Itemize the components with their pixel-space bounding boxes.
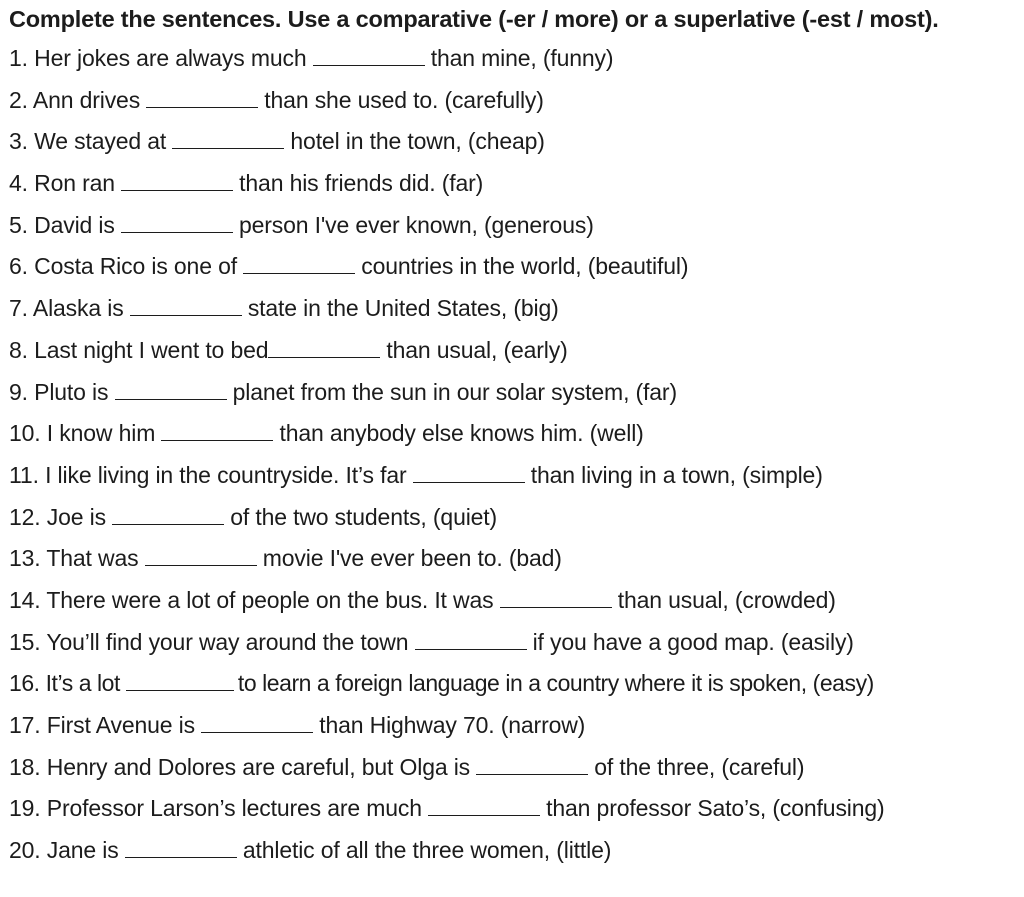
item-text-after: person I've ever known, (generous) [239, 211, 594, 238]
answer-blank[interactable] [126, 671, 234, 691]
exercise-item [9, 788, 1024, 830]
exercise-item [9, 330, 1024, 372]
item-text-before: Joe is [46, 503, 106, 530]
item-number: 18. [9, 753, 41, 780]
item-text-after: than his friends did. (far) [239, 170, 484, 197]
exercise-item [9, 246, 1024, 288]
instructions-title: Complete the sentences. Use a comparative (-er / more) or a superlative (-est / most). [9, 6, 939, 32]
exercise-item [9, 288, 1024, 330]
item-text-after: of the two students, (quiet) [230, 503, 498, 530]
item-text-before: We stayed at [34, 128, 167, 155]
answer-blank[interactable] [121, 171, 233, 191]
item-text-after: of the three, (careful) [594, 753, 805, 780]
exercise-item [9, 38, 1024, 80]
item-text-before: Ron ran [34, 170, 115, 197]
item-text-before: You’ll find your way around the town [46, 628, 409, 655]
exercise-item [9, 163, 1024, 205]
item-number: 14. [9, 586, 41, 613]
answer-blank[interactable] [201, 713, 313, 733]
item-number: 10. [9, 420, 41, 447]
answer-blank[interactable] [172, 129, 284, 149]
exercise-item [9, 705, 1024, 747]
item-text-before: Pluto is [34, 378, 109, 405]
item-text-before: Jane is [46, 837, 119, 864]
answer-blank[interactable] [112, 505, 224, 525]
item-text-after: than professor Sato’s, (confusing) [546, 795, 885, 822]
answer-blank[interactable] [476, 755, 588, 775]
exercise-item [9, 830, 1024, 872]
item-number: 6. [9, 253, 28, 280]
item-number: 13. [9, 545, 41, 572]
exercise-item [9, 538, 1024, 580]
item-text-before: I like living in the countryside. It’s far [45, 461, 407, 488]
item-text-after: if you have a good map. (easily) [532, 628, 854, 655]
item-text-before: Last night I went to bed [34, 336, 269, 363]
item-number: 4. [9, 170, 28, 197]
item-text-after: than she used to. (carefully) [264, 86, 544, 113]
answer-blank[interactable] [161, 421, 273, 441]
exercise-item [9, 205, 1024, 247]
item-text-before: Ann drives [32, 86, 141, 113]
item-number: 1. [9, 45, 28, 71]
answer-blank[interactable] [313, 46, 425, 66]
answer-blank[interactable] [415, 630, 527, 650]
exercise-list [9, 38, 1024, 872]
answer-blank[interactable] [145, 546, 257, 566]
item-number: 11. [9, 461, 39, 488]
exercise-item [9, 497, 1024, 539]
item-number: 16. [9, 670, 40, 697]
exercise-item [9, 121, 1024, 163]
answer-blank[interactable] [268, 338, 380, 358]
item-text-before: Alaska is [32, 295, 124, 322]
item-text-before: Professor Larson’s lectures are much [46, 795, 422, 822]
item-text-before: It’s a lot [45, 670, 120, 697]
item-number: 20. [9, 837, 41, 864]
exercise-item [9, 455, 1024, 497]
exercise-item [9, 372, 1024, 414]
item-number: 12. [9, 503, 41, 530]
item-text-before: Costa Rico is one of [34, 253, 237, 280]
item-text-before: David is [34, 211, 115, 238]
item-number: 15. [9, 628, 41, 655]
exercise-item [9, 80, 1024, 122]
item-text-after: than living in a town, (simple) [530, 461, 823, 488]
item-text-after: athletic of all the three women, (little) [242, 837, 612, 864]
item-number: 19. [9, 795, 41, 822]
item-text-before: Henry and Dolores are careful, but Olga is [46, 753, 471, 780]
item-text-after: planet from the sun in our solar system, (far) [232, 378, 677, 405]
item-number: 5. [9, 211, 28, 238]
item-text-after: to learn a foreign language in a country where it is spoken, (easy) [237, 670, 874, 697]
answer-blank[interactable] [413, 463, 525, 483]
item-number: 17. [9, 712, 41, 738]
item-text-after: than usual, (crowded) [617, 586, 836, 613]
item-text-after: than mine, (funny) [430, 45, 614, 71]
item-number: 7. [9, 295, 28, 322]
item-text-before: That was [46, 545, 139, 572]
exercise-item [9, 663, 1024, 705]
answer-blank[interactable] [243, 254, 355, 274]
answer-blank[interactable] [115, 380, 227, 400]
item-text-before: I know him [46, 420, 156, 447]
exercise-item [9, 622, 1024, 664]
item-text-after: than usual, (early) [386, 336, 568, 363]
exercise-item [9, 413, 1024, 455]
exercise-item [9, 747, 1024, 789]
item-number: 9. [9, 378, 28, 405]
item-text-after: than Highway 70. (narrow) [319, 712, 586, 738]
answer-blank[interactable] [500, 588, 612, 608]
answer-blank[interactable] [428, 796, 540, 816]
item-text-after: countries in the world, (beautiful) [361, 253, 689, 280]
answer-blank[interactable] [125, 838, 237, 858]
item-number: 8. [9, 336, 28, 363]
item-number: 3. [9, 128, 28, 155]
exercise-item [9, 580, 1024, 622]
item-text-before: There were a lot of people on the bus. It was [46, 586, 494, 613]
answer-blank[interactable] [146, 88, 258, 108]
item-text-after: state in the United States, (big) [247, 295, 559, 322]
answer-blank[interactable] [130, 296, 242, 316]
item-text-after: than anybody else knows him. (well) [279, 420, 644, 447]
item-text-after: movie I've ever been to. (bad) [262, 545, 562, 572]
item-text-before: Her jokes are always much [34, 45, 307, 71]
item-text-before: First Avenue is [46, 712, 195, 738]
answer-blank[interactable] [121, 213, 233, 233]
item-text-after: hotel in the town, (cheap) [290, 128, 545, 155]
item-number: 2. [9, 86, 28, 113]
